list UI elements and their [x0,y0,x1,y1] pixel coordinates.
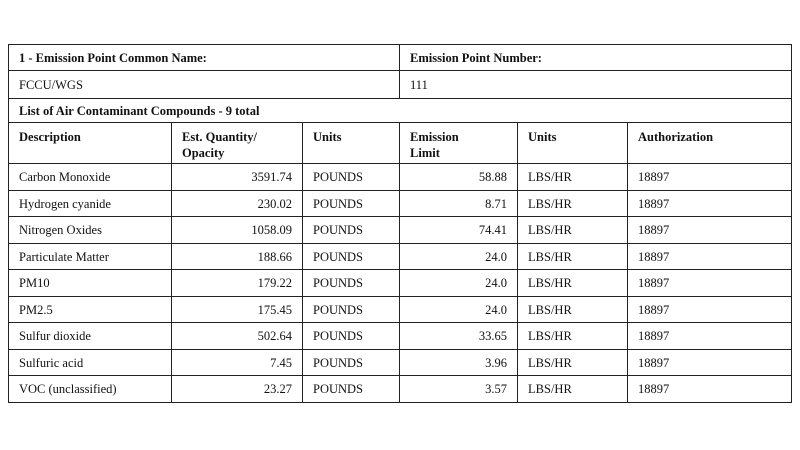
cell-limit: 3.57 [400,376,518,403]
col-units: Units [303,123,400,164]
cell-limit: 24.0 [400,296,518,323]
cell-quantity: 179.22 [172,270,303,297]
cell-limit-units: LBS/HR [518,270,628,297]
point-number-value: 111 [400,71,792,99]
cell-limit: 58.88 [400,164,518,191]
cell-units: POUNDS [303,376,400,403]
col-description: Description [9,123,172,164]
cell-authorization: 18897 [628,270,792,297]
cell-units: POUNDS [303,323,400,350]
cell-units: POUNDS [303,270,400,297]
cell-units: POUNDS [303,243,400,270]
list-title: List of Air Contaminant Compounds - 9 total [9,99,792,123]
cell-limit: 8.71 [400,190,518,217]
col-limit-units: Units [518,123,628,164]
cell-authorization: 18897 [628,190,792,217]
cell-units: POUNDS [303,296,400,323]
cell-description: Nitrogen Oxides [9,217,172,244]
cell-limit-units: LBS/HR [518,296,628,323]
cell-units: POUNDS [303,190,400,217]
table-row [9,190,792,217]
header-row [9,45,792,71]
header-values-row [9,71,792,99]
table-row [9,296,792,323]
cell-limit-units: LBS/HR [518,217,628,244]
list-title-row [9,99,792,123]
table-row [9,376,792,403]
col-emission-limit-line1: Emission [410,130,459,144]
cell-description: Sulfuric acid [9,349,172,376]
cell-quantity: 1058.09 [172,217,303,244]
cell-limit-units: LBS/HR [518,190,628,217]
cell-description: Carbon Monoxide [9,164,172,191]
cell-authorization: 18897 [628,323,792,350]
cell-limit: 24.0 [400,243,518,270]
cell-limit: 3.96 [400,349,518,376]
cell-quantity: 23.27 [172,376,303,403]
cell-description: PM2.5 [9,296,172,323]
cell-description: Hydrogen cyanide [9,190,172,217]
cell-authorization: 18897 [628,349,792,376]
cell-limit-units: LBS/HR [518,164,628,191]
table-row [9,349,792,376]
cell-units: POUNDS [303,349,400,376]
cell-limit-units: LBS/HR [518,323,628,350]
col-emission-limit-line2: Limit [410,146,440,160]
cell-quantity: 3591.74 [172,164,303,191]
table-row [9,164,792,191]
cell-description: Sulfur dioxide [9,323,172,350]
table-row [9,270,792,297]
cell-limit-units: LBS/HR [518,349,628,376]
col-est-quantity [172,123,303,164]
table-row [9,243,792,270]
cell-units: POUNDS [303,217,400,244]
col-emission-limit [400,123,518,164]
col-authorization: Authorization [628,123,792,164]
cell-authorization: 18897 [628,243,792,270]
cell-limit: 74.41 [400,217,518,244]
cell-limit-units: LBS/HR [518,376,628,403]
cell-limit-units: LBS/HR [518,243,628,270]
emission-table [8,44,792,403]
cell-quantity: 175.45 [172,296,303,323]
column-header-row [9,123,792,164]
common-name-label: 1 - Emission Point Common Name: [9,45,400,71]
cell-description: VOC (unclassified) [9,376,172,403]
cell-description: PM10 [9,270,172,297]
cell-quantity: 502.64 [172,323,303,350]
table-row [9,217,792,244]
cell-quantity: 188.66 [172,243,303,270]
col-est-quantity-line2: Opacity [182,146,225,160]
table-row [9,323,792,350]
cell-description: Particulate Matter [9,243,172,270]
cell-limit: 33.65 [400,323,518,350]
col-est-quantity-line1: Est. Quantity/ [182,130,258,144]
cell-quantity: 230.02 [172,190,303,217]
cell-authorization: 18897 [628,296,792,323]
point-number-label: Emission Point Number: [400,45,792,71]
cell-authorization: 18897 [628,164,792,191]
cell-authorization: 18897 [628,376,792,403]
cell-authorization: 18897 [628,217,792,244]
common-name-value: FCCU/WGS [9,71,400,99]
cell-quantity: 7.45 [172,349,303,376]
cell-units: POUNDS [303,164,400,191]
cell-limit: 24.0 [400,270,518,297]
